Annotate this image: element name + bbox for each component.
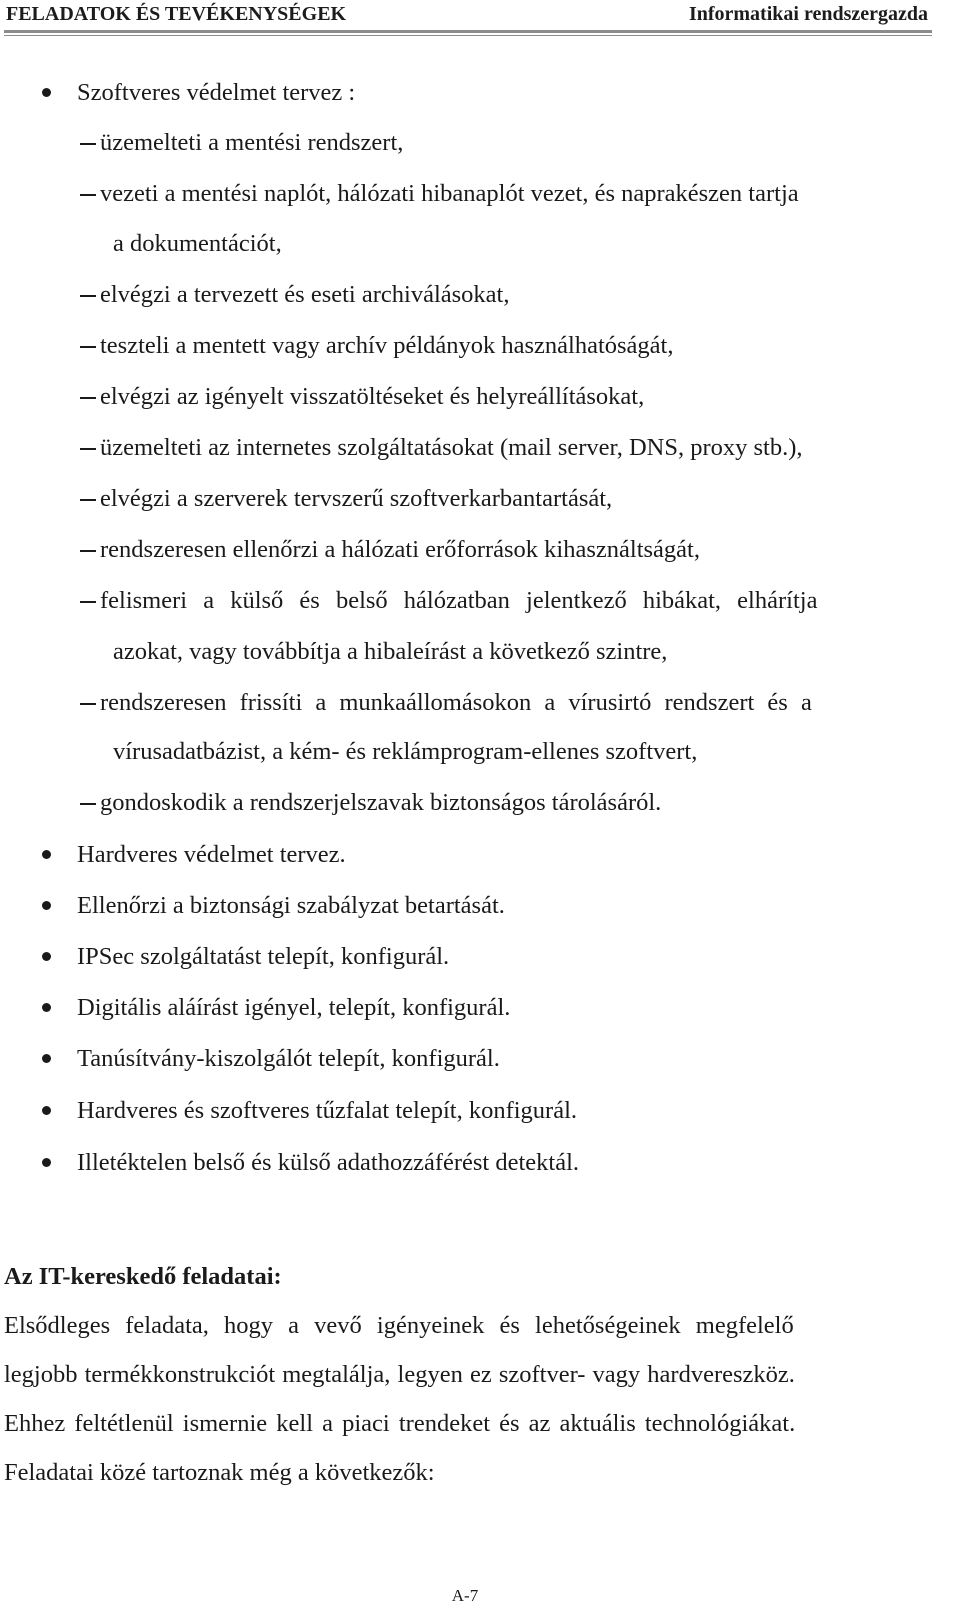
page-number: A-7: [451, 1586, 479, 1605]
dash-icon: [80, 499, 96, 501]
list-item-continuation: azokat, vagy továbbítja a hibaleírást a következő szintre,: [113, 638, 668, 665]
header-document-title: Informatikai rendszergazda: [688, 3, 928, 25]
bullet-item: IPSec szolgáltatást telepít, konfigurál.: [77, 943, 450, 970]
header-divider: [4, 35, 932, 36]
dash-icon: [80, 448, 96, 450]
bullet-icon: [42, 1054, 51, 1063]
dash-icon: [80, 550, 96, 552]
bullet-item: Hardveres védelmet tervez.: [77, 841, 346, 868]
list-item-continuation: a dokumentációt,: [113, 230, 282, 257]
list-item: üzemelteti az internetes szolgáltatásokat (mail server, DNS, proxy stb.),: [100, 434, 803, 461]
dash-icon: [80, 397, 96, 399]
dash-icon: [80, 143, 96, 145]
list-item: [100, 179, 926, 209]
list-item: elvégzi az igényelt visszatöltéseket és helyreállításokat,: [100, 383, 645, 410]
dash-icon: [80, 194, 96, 196]
bullet-icon: [42, 952, 51, 961]
paragraph-line: Feladatai közé tartoznak még a következők:: [4, 1459, 435, 1486]
list-item-continuation: vírusadatbázist, a kém- és reklámprogram-ellenes szoftvert,: [113, 738, 698, 765]
list-item: elvégzi a szerverek tervszerű szoftverkarbantartását,: [100, 485, 613, 512]
bullet-icon: [42, 901, 51, 910]
dash-icon: [80, 803, 96, 805]
header-section-title: FELADATOK ÉS TEVÉKENYSÉGEK: [6, 3, 347, 25]
list-item: teszteli a mentett vagy archív példányok használhatóságát,: [100, 332, 674, 359]
bullet-icon: [42, 850, 51, 859]
paragraph-line: legjobb termékkonstrukciót megtalálja, legyen ez szoftver- vagy hardvereszköz.: [4, 1361, 795, 1388]
dash-icon: [80, 601, 96, 603]
list-item: felismeri a külső és belső hálózatban jelentkező hibákat, elhárítja: [100, 587, 818, 614]
list-item: rendszeresen ellenőrzi a hálózati erőforrások kihasználtságát,: [100, 536, 700, 563]
software-protection-title: Szoftveres védelmet tervez :: [77, 79, 356, 106]
dash-icon: [80, 346, 96, 348]
bullet-item: Ellenőrzi a biztonsági szabályzat betartását.: [77, 892, 505, 919]
list-item: elvégzi a tervezett és eseti archiválásokat,: [100, 281, 510, 308]
dash-icon: [80, 703, 96, 705]
list-item: rendszeresen frissíti a munkaállomásokon a vírusirtó rendszert és a: [100, 689, 812, 716]
dash-icon: [80, 295, 96, 297]
bullet-icon: [42, 1003, 51, 1012]
bullet-icon: [42, 88, 51, 97]
bullet-item: Hardveres és szoftveres tűzfalat telepít, konfigurál.: [77, 1097, 578, 1124]
paragraph-line: Ehhez feltétlenül ismernie kell a piaci trendeket és az aktuális technológiákat.: [4, 1410, 796, 1437]
paragraph-line: Elsődleges feladata, hogy a vevő igényeinek és lehetőségeinek megfelelő: [4, 1312, 794, 1339]
bullet-icon: [42, 1158, 51, 1167]
page-header: [4, 0, 932, 33]
list-item-text: vezeti a mentési naplót, hálózati hibanaplót vezet, és naprakészen tartja: [100, 180, 799, 207]
bullet-icon: [42, 1106, 51, 1115]
bullet-item: Digitális aláírást igényel, telepít, konfigurál.: [77, 994, 511, 1021]
bullet-item: Tanúsítvány-kiszolgálót telepít, konfigurál.: [77, 1045, 500, 1072]
bullet-item: Illetéktelen belső és külső adathozzáférést detektál.: [77, 1149, 580, 1176]
section-heading: Az IT-kereskedő feladatai:: [4, 1263, 282, 1290]
list-item: gondoskodik a rendszerjelszavak biztonságos tárolásáról.: [100, 789, 662, 816]
list-item: üzemelteti a mentési rendszert,: [100, 129, 404, 156]
